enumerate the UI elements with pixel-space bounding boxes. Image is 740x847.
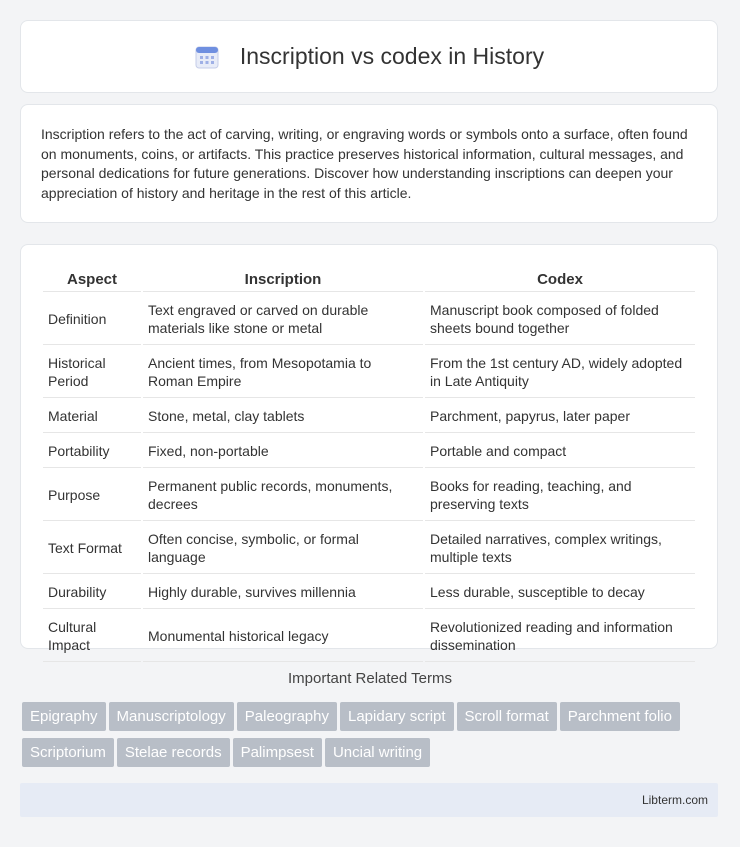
aspect-cell: Purpose (43, 470, 141, 521)
related-term-tag[interactable]: Epigraphy (22, 702, 106, 731)
related-term-tag[interactable]: Paleography (237, 702, 337, 731)
codex-cell: Books for reading, teaching, and preserving texts (425, 470, 695, 521)
table-row (43, 470, 695, 521)
inscription-cell: Text engraved or carved on durable materials like stone or metal (143, 294, 423, 345)
calendar-icon (194, 44, 220, 70)
table-row (43, 294, 695, 345)
table-row (43, 611, 695, 662)
inscription-cell: Highly durable, survives millennia (143, 576, 423, 609)
intro-text: Inscription refers to the act of carving, writing, or engraving words or symbols onto a surface, often found on monuments, coins, or artifacts. This practice preserves historical information, cultural messages, and personal dedications for future generations. Discover how understanding inscriptions can deepen your appreciation of history and heritage in the rest of this article. (41, 126, 688, 201)
header-codex: Codex (425, 267, 695, 292)
comparison-card (20, 244, 718, 653)
footer (20, 783, 718, 817)
table-row (43, 435, 695, 468)
codex-cell: Parchment, papyrus, later paper (425, 400, 695, 433)
page-title: Inscription vs codex in History (239, 43, 545, 69)
related-term-tag[interactable]: Lapidary script (340, 702, 454, 731)
codex-cell: Manuscript book composed of folded sheets bound together (425, 294, 695, 345)
codex-cell: From the 1st century AD, widely adopted in Late Antiquity (425, 347, 695, 398)
inscription-cell: Stone, metal, clay tablets (143, 400, 423, 433)
inscription-cell: Permanent public records, monuments, decrees (143, 470, 423, 521)
table-row (43, 523, 695, 574)
related-terms-title: Important Related Terms (288, 670, 452, 687)
aspect-cell: Text Format (43, 523, 141, 574)
related-term-tag[interactable]: Scroll format (457, 702, 557, 731)
related-term-tag[interactable]: Parchment folio (560, 702, 680, 731)
aspect-cell: Durability (43, 576, 141, 609)
related-term-tag[interactable]: Manuscriptology (109, 702, 234, 731)
table-row (43, 347, 695, 398)
inscription-cell: Fixed, non-portable (143, 435, 423, 468)
codex-cell: Detailed narratives, complex writings, multiple texts (425, 523, 695, 574)
aspect-cell: Material (43, 400, 141, 433)
aspect-cell: Cultural Impact (43, 611, 141, 662)
codex-cell: Less durable, susceptible to decay (425, 576, 695, 609)
table-row (43, 400, 695, 433)
table-row (43, 576, 695, 609)
inscription-cell: Ancient times, from Mesopotamia to Roman Empire (143, 347, 423, 398)
codex-cell: Portable and compact (425, 435, 695, 468)
related-term-tag[interactable]: Stelae records (117, 738, 230, 767)
intro-card (20, 104, 718, 223)
inscription-cell: Often concise, symbolic, or formal language (143, 523, 423, 574)
header-aspect: Aspect (43, 267, 141, 292)
inscription-cell: Monumental historical legacy (143, 611, 423, 662)
comparison-table (41, 265, 697, 664)
table-header-row (43, 267, 695, 292)
related-term-tag[interactable]: Uncial writing (325, 738, 430, 767)
related-term-tag[interactable]: Scriptorium (22, 738, 114, 767)
header-inscription: Inscription (143, 267, 423, 292)
aspect-cell: Historical Period (43, 347, 141, 398)
related-term-tag[interactable]: Palimpsest (233, 738, 322, 767)
aspect-cell: Portability (43, 435, 141, 468)
footer-site-link[interactable]: Libterm.com (641, 793, 708, 807)
related-terms-list (22, 702, 722, 774)
title-card (20, 20, 718, 93)
codex-cell: Revolutionized reading and information dissemination (425, 611, 695, 662)
aspect-cell: Definition (43, 294, 141, 345)
